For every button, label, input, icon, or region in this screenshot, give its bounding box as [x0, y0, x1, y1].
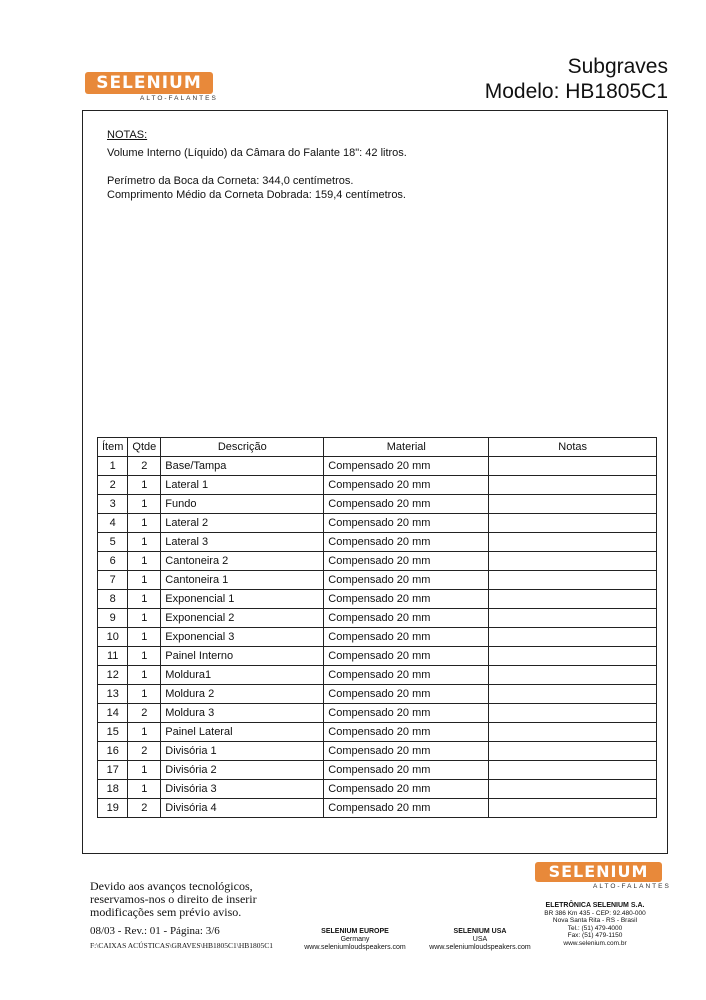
table-row: [98, 666, 657, 685]
cell-material: Compensado 20 mm: [324, 704, 489, 723]
cell-description: Divisória 4: [161, 799, 324, 818]
cell-notes: [489, 457, 657, 476]
cell-notes: [489, 647, 657, 666]
table-row: [98, 514, 657, 533]
table-row: [98, 742, 657, 761]
office-name: SELENIUM USA: [453, 928, 507, 935]
cell-material: Compensado 20 mm: [324, 457, 489, 476]
cell-qty: 1: [128, 514, 161, 533]
cell-material: Compensado 20 mm: [324, 552, 489, 571]
cell-description: Painel Interno: [161, 647, 324, 666]
company-info: [530, 902, 660, 947]
cell-qty: 1: [128, 628, 161, 647]
company-website: www.selenium.com.br: [563, 939, 627, 947]
header-description: Descrição: [161, 438, 324, 457]
cell-material: Compensado 20 mm: [324, 761, 489, 780]
cell-notes: [489, 514, 657, 533]
cell-description: Divisória 2: [161, 761, 324, 780]
company-name: ELETRÔNICA SELENIUM S.A.: [545, 902, 645, 909]
document-title: Subgraves: [567, 55, 668, 78]
cell-notes: [489, 723, 657, 742]
office-website: www.seleniumloudspeakers.com: [429, 944, 531, 951]
note-length: Comprimento Médio da Corneta Dobrada: 159,4 centímetros.: [107, 189, 406, 201]
cell-notes: [489, 590, 657, 609]
header-qty: Qtde: [128, 438, 161, 457]
parts-table: [97, 437, 657, 818]
cell-material: Compensado 20 mm: [324, 685, 489, 704]
cell-description: Lateral 1: [161, 476, 324, 495]
cell-notes: [489, 685, 657, 704]
cell-item: 15: [98, 723, 128, 742]
table-row: [98, 457, 657, 476]
cell-material: Compensado 20 mm: [324, 609, 489, 628]
company-fax: Fax: (51) 479-1150: [567, 932, 623, 939]
table-row: [98, 723, 657, 742]
cell-description: Divisória 1: [161, 742, 324, 761]
note-volume: Volume Interno (Líquido) da Câmara do Falante 18": 42 litros.: [107, 147, 407, 159]
selenium-logo: SELENIUM: [85, 72, 213, 94]
logo-subtitle-footer: ALTO-FALANTES: [593, 883, 671, 890]
cell-item: 13: [98, 685, 128, 704]
cell-qty: 1: [128, 590, 161, 609]
cell-description: Lateral 3: [161, 533, 324, 552]
cell-qty: 1: [128, 495, 161, 514]
cell-qty: 1: [128, 761, 161, 780]
cell-item: 16: [98, 742, 128, 761]
cell-item: 6: [98, 552, 128, 571]
cell-notes: [489, 571, 657, 590]
office-website: www.seleniumloudspeakers.com: [304, 944, 406, 951]
cell-description: Fundo: [161, 495, 324, 514]
cell-notes: [489, 552, 657, 571]
notes-heading: NOTAS:: [107, 129, 148, 141]
cell-description: Lateral 2: [161, 514, 324, 533]
office-usa: [425, 928, 535, 952]
table-row: [98, 647, 657, 666]
table-row: [98, 780, 657, 799]
cell-description: Divisória 3: [161, 780, 324, 799]
logo-subtitle: ALTO-FALANTES: [140, 95, 218, 102]
parts-table-body: [98, 457, 657, 818]
cell-description: Moldura 3: [161, 704, 324, 723]
note-dimensions: [107, 174, 407, 202]
header-item: Ítem: [98, 438, 128, 457]
cell-material: Compensado 20 mm: [324, 742, 489, 761]
company-address: BR 386 Km 435 - CEP: 92.480-000: [544, 909, 646, 917]
cell-qty: 1: [128, 666, 161, 685]
cell-item: 5: [98, 533, 128, 552]
cell-description: Cantoneira 2: [161, 552, 324, 571]
table-row: [98, 476, 657, 495]
table-row: [98, 552, 657, 571]
cell-item: 9: [98, 609, 128, 628]
office-europe: [290, 928, 420, 952]
table-row: [98, 590, 657, 609]
cell-item: 11: [98, 647, 128, 666]
cell-notes: [489, 742, 657, 761]
disclaimer-line: reservamos-nos o direito de inserir: [90, 892, 257, 906]
cell-material: Compensado 20 mm: [324, 571, 489, 590]
table-row: [98, 761, 657, 780]
cell-qty: 1: [128, 552, 161, 571]
cell-notes: [489, 609, 657, 628]
cell-material: Compensado 20 mm: [324, 495, 489, 514]
cell-description: Cantoneira 1: [161, 571, 324, 590]
cell-material: Compensado 20 mm: [324, 723, 489, 742]
disclaimer-line: Devido aos avanços tecnológicos,: [90, 879, 253, 893]
cell-item: 14: [98, 704, 128, 723]
company-tel: Tel.: (51) 479-4000: [567, 924, 623, 932]
cell-description: Painel Lateral: [161, 723, 324, 742]
cell-material: Compensado 20 mm: [324, 799, 489, 818]
table-row: [98, 533, 657, 552]
disclaimer-line: modificações sem prévio aviso.: [90, 905, 242, 919]
cell-qty: 1: [128, 571, 161, 590]
cell-item: 7: [98, 571, 128, 590]
model-title: Modelo: HB1805C1: [484, 80, 668, 103]
cell-item: 18: [98, 780, 128, 799]
cell-description: Moldura1: [161, 666, 324, 685]
cell-qty: 1: [128, 780, 161, 799]
cell-notes: [489, 666, 657, 685]
cell-description: Moldura 2: [161, 685, 324, 704]
disclaimer: [90, 880, 257, 919]
cell-notes: [489, 704, 657, 723]
cell-description: Exponencial 2: [161, 609, 324, 628]
header-notes: Notas: [489, 438, 657, 457]
cell-item: 8: [98, 590, 128, 609]
cell-description: Exponencial 3: [161, 628, 324, 647]
cell-qty: 1: [128, 476, 161, 495]
cell-material: Compensado 20 mm: [324, 514, 489, 533]
cell-qty: 1: [128, 685, 161, 704]
cell-item: 12: [98, 666, 128, 685]
cell-qty: 2: [128, 704, 161, 723]
note-perimeter: Perímetro da Boca da Corneta: 344,0 centímetros.: [107, 175, 354, 187]
cell-qty: 2: [128, 457, 161, 476]
cell-material: Compensado 20 mm: [324, 476, 489, 495]
cell-qty: 1: [128, 723, 161, 742]
cell-notes: [489, 533, 657, 552]
cell-item: 2: [98, 476, 128, 495]
cell-notes: [489, 761, 657, 780]
cell-item: 19: [98, 799, 128, 818]
table-header-row: [98, 438, 657, 457]
table-row: [98, 704, 657, 723]
cell-notes: [489, 495, 657, 514]
cell-material: Compensado 20 mm: [324, 666, 489, 685]
cell-notes: [489, 628, 657, 647]
table-row: [98, 609, 657, 628]
cell-notes: [489, 476, 657, 495]
company-address: Nova Santa Rita - RS - Brasil: [552, 917, 638, 924]
office-name: SELENIUM EUROPE: [321, 928, 389, 935]
notes-section: [107, 128, 407, 202]
cell-item: 1: [98, 457, 128, 476]
header-material: Material: [324, 438, 489, 457]
cell-material: Compensado 20 mm: [324, 590, 489, 609]
cell-material: Compensado 20 mm: [324, 647, 489, 666]
table-row: [98, 495, 657, 514]
cell-item: 17: [98, 761, 128, 780]
office-country: USA: [472, 936, 488, 943]
selenium-logo-footer: SELENIUM: [535, 862, 662, 882]
cell-material: Compensado 20 mm: [324, 533, 489, 552]
cell-qty: 1: [128, 647, 161, 666]
table-row: [98, 685, 657, 704]
cell-material: Compensado 20 mm: [324, 780, 489, 799]
table-row: [98, 799, 657, 818]
cell-item: 4: [98, 514, 128, 533]
revision-info: 08/03 - Rev.: 01 - Página: 3/6: [90, 925, 220, 937]
cell-qty: 1: [128, 533, 161, 552]
cell-qty: 1: [128, 609, 161, 628]
file-path: F:\CAIXAS ACÚSTICAS\GRAVES\HB1805C1\HB1805C1: [90, 941, 274, 950]
office-country: Germany: [340, 936, 370, 943]
cell-description: Exponencial 1: [161, 590, 324, 609]
cell-item: 3: [98, 495, 128, 514]
cell-description: Base/Tampa: [161, 457, 324, 476]
table-row: [98, 628, 657, 647]
cell-item: 10: [98, 628, 128, 647]
cell-qty: 2: [128, 742, 161, 761]
cell-notes: [489, 780, 657, 799]
table-row: [98, 571, 657, 590]
cell-material: Compensado 20 mm: [324, 628, 489, 647]
cell-notes: [489, 799, 657, 818]
cell-qty: 2: [128, 799, 161, 818]
